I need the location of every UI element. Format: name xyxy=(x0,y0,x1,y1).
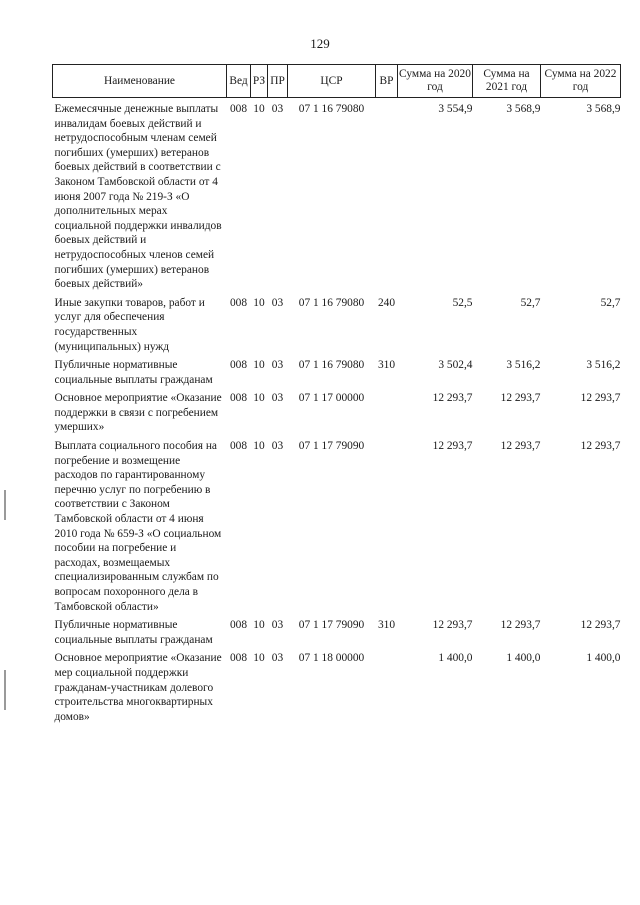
row-sum-2020: 3 554,9 xyxy=(438,103,473,115)
row-pr: 03 xyxy=(271,296,284,309)
row-pr: 03 xyxy=(271,440,284,453)
table-row xyxy=(53,391,621,439)
row-vr xyxy=(376,651,398,728)
row-ved: 008 xyxy=(229,619,248,632)
table-row xyxy=(53,439,621,618)
scan-edge-mark xyxy=(2,470,10,720)
row-name: Публичные нормативные социальные выплаты гражданам xyxy=(54,619,213,646)
header-name: Наименование xyxy=(53,65,227,98)
row-name: Основное мероприятие «Оказание поддержки в связи с погребением умерших» xyxy=(54,392,222,434)
table-row xyxy=(53,618,621,651)
row-sum-2020: 12 293,7 xyxy=(432,392,473,405)
header-ved: Вед xyxy=(227,65,251,98)
row-sum-2022: 52,7 xyxy=(600,296,621,309)
row-ved: 008 xyxy=(229,296,248,309)
row-name: Основное мероприятие «Оказание мер социальной поддержки гражданам-участникам долевого строительства многоквартирных домов» xyxy=(54,652,222,723)
row-rz: 10 xyxy=(253,359,265,372)
row-ved: 008 xyxy=(229,103,248,115)
row-sum-2022: 1 400,0 xyxy=(586,652,621,665)
row-rz: 10 xyxy=(253,392,265,405)
row-name: Иные закупки товаров, работ и услуг для обеспечения государственных (муниципальных) нужд xyxy=(54,296,205,353)
budget-table xyxy=(52,64,621,728)
row-sum-2021: 12 293,7 xyxy=(500,440,541,453)
row-vr xyxy=(376,391,398,439)
row-sum-2021: 12 293,7 xyxy=(500,619,541,632)
header-rz: РЗ xyxy=(251,65,268,98)
row-csr: 07 1 16 79080 xyxy=(298,359,365,372)
row-sum-2022: 12 293,7 xyxy=(580,619,621,632)
row-rz: 10 xyxy=(253,619,265,632)
row-sum-2021: 3 568,9 xyxy=(506,103,541,115)
row-ved: 008 xyxy=(229,359,248,372)
row-sum-2022: 12 293,7 xyxy=(580,440,621,453)
header-sum-2020: Сумма на 2020 год xyxy=(398,65,473,98)
row-pr: 03 xyxy=(271,652,284,665)
row-vr: 310 xyxy=(377,359,396,372)
row-name: Публичные нормативные социальные выплаты гражданам xyxy=(54,359,213,386)
header-pr: ПР xyxy=(268,65,288,98)
table-body xyxy=(53,98,621,729)
table-header xyxy=(53,65,621,98)
row-name: Ежемесячные денежные выплаты инвалидам боевых действий и нетрудоспособным членам семей погибших (умерших) ветеранов боевых действий в соответствии с Законом Тамбовской области от 4 июня 2007 года № 219-З «О дополнительных мерах социальной поддержки инвалидов боевых действий и нетрудоспособных членов семей погибших (умерших) ветеранов боевых действий» xyxy=(54,103,222,291)
row-csr: 07 1 17 00000 xyxy=(298,392,365,405)
header-csr: ЦСР xyxy=(288,65,376,98)
table-row xyxy=(53,651,621,728)
row-csr: 07 1 18 00000 xyxy=(298,652,365,665)
row-pr: 03 xyxy=(271,103,284,115)
row-csr: 07 1 17 79090 xyxy=(298,619,365,632)
row-sum-2022: 3 568,9 xyxy=(586,103,621,115)
row-vr xyxy=(376,98,398,296)
row-vr xyxy=(376,439,398,618)
table-row xyxy=(53,358,621,391)
row-sum-2022: 3 516,2 xyxy=(586,359,621,372)
row-sum-2020: 3 502,4 xyxy=(438,359,473,372)
row-rz: 10 xyxy=(253,440,265,453)
row-csr: 07 1 16 79080 xyxy=(298,103,365,115)
row-ved: 008 xyxy=(229,440,248,453)
row-vr: 240 xyxy=(377,296,396,309)
row-sum-2020: 12 293,7 xyxy=(432,440,473,453)
row-pr: 03 xyxy=(271,619,284,632)
row-pr: 03 xyxy=(271,359,284,372)
row-sum-2022: 12 293,7 xyxy=(580,392,621,405)
row-sum-2021: 52,7 xyxy=(520,296,541,309)
row-name: Выплата социального пособия на погребение и возмещение расходов по гарантированному перечню услуг по погребению в соответствии с Законом Тамбовской области от 4 июня 2010 года № 659-З «О социальном пособии на погребение и расходах, возмещаемых специализированным службам по вопросам похоронного дела в Тамбовской области» xyxy=(54,440,222,613)
row-rz: 10 xyxy=(253,103,265,115)
table-row xyxy=(53,296,621,358)
header-vr: ВР xyxy=(376,65,398,98)
row-ved: 008 xyxy=(229,392,248,405)
header-sum-2021: Сумма на 2021 год xyxy=(473,65,541,98)
row-csr: 07 1 17 79090 xyxy=(298,440,365,453)
row-sum-2020: 12 293,7 xyxy=(432,619,473,632)
row-csr: 07 1 16 79080 xyxy=(298,296,365,309)
row-sum-2020: 52,5 xyxy=(452,296,473,309)
row-sum-2021: 3 516,2 xyxy=(506,359,541,372)
row-pr: 03 xyxy=(271,392,284,405)
row-rz: 10 xyxy=(253,652,265,665)
table-row xyxy=(53,98,621,296)
row-rz: 10 xyxy=(253,296,265,309)
header-sum-2022: Сумма на 2022 год xyxy=(541,65,621,98)
row-vr: 310 xyxy=(377,619,396,632)
page-number: 129 xyxy=(310,36,330,51)
row-sum-2020: 1 400,0 xyxy=(438,652,473,665)
row-sum-2021: 1 400,0 xyxy=(506,652,541,665)
row-ved: 008 xyxy=(229,652,248,665)
row-sum-2021: 12 293,7 xyxy=(500,392,541,405)
